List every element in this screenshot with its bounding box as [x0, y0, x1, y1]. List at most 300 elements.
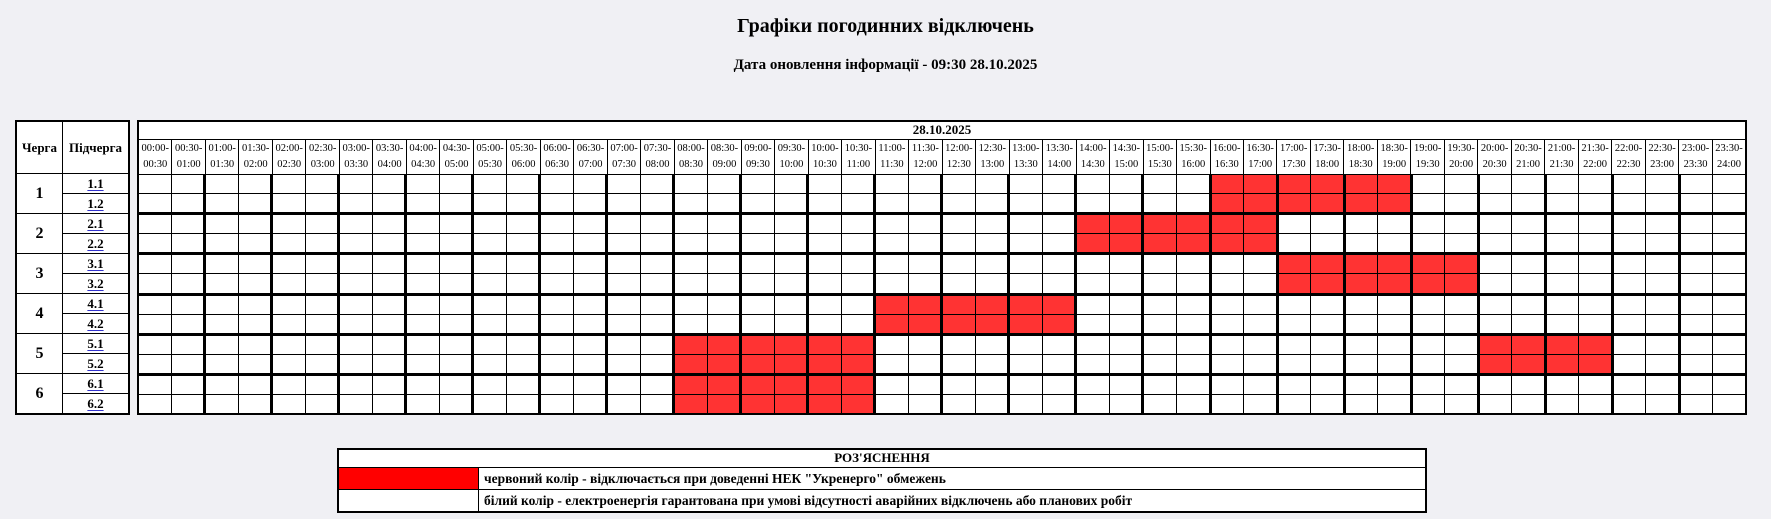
- outage-cell: [742, 355, 775, 373]
- schedule-cell: [775, 255, 810, 273]
- schedule-cell: [1043, 194, 1078, 212]
- schedule-cell: [440, 336, 475, 354]
- outage-cell: [1311, 274, 1346, 292]
- time-slot-header: 20:30- 21:00: [1512, 140, 1545, 174]
- schedule-cell: [1244, 376, 1279, 394]
- schedule-cell: [1010, 255, 1043, 273]
- outage-cell: [1077, 215, 1110, 233]
- outage-cell: [775, 376, 810, 394]
- schedule-cell: [1445, 376, 1480, 394]
- schedule-cell: [1547, 234, 1580, 252]
- schedule-cell: [407, 194, 440, 212]
- outage-cell: [708, 355, 743, 373]
- outage-cell: [842, 395, 877, 413]
- queue-table: [15, 120, 130, 415]
- schedule-cell: [708, 194, 743, 212]
- time-slot-header: 01:00- 01:30: [206, 140, 239, 174]
- schedule-cell: [407, 255, 440, 273]
- schedule-cell: [842, 296, 877, 314]
- schedule-cell: [943, 234, 976, 252]
- schedule-cell: [708, 234, 743, 252]
- schedule-cell: [641, 315, 676, 333]
- schedule-cell: [239, 296, 274, 314]
- schedule-cell: [1512, 215, 1547, 233]
- schedule-cell: [273, 355, 306, 373]
- schedule-cell: [407, 296, 440, 314]
- schedule-cell: [1010, 376, 1043, 394]
- schedule-cell: [1010, 274, 1043, 292]
- outage-cell: [1378, 175, 1413, 193]
- queue-group: [17, 174, 128, 214]
- schedule-cell: [1144, 376, 1177, 394]
- outage-cell: [1311, 194, 1346, 212]
- schedule-cell: [306, 296, 341, 314]
- schedule-cell: [1646, 215, 1681, 233]
- schedule-cell: [742, 274, 775, 292]
- time-slot-header: 15:30- 16:00: [1177, 140, 1210, 174]
- schedule-row: [139, 296, 1745, 315]
- schedule-row: [139, 376, 1745, 395]
- schedule-cell: [206, 376, 239, 394]
- outage-cell: [1244, 215, 1279, 233]
- outage-cell: [1212, 215, 1245, 233]
- schedule-cell: [943, 255, 976, 273]
- schedule-cell: [1413, 395, 1446, 413]
- schedule-cell: [1512, 175, 1547, 193]
- schedule-cell: [976, 215, 1011, 233]
- outage-cell: [742, 336, 775, 354]
- schedule-cell: [206, 315, 239, 333]
- schedule-cell: [876, 215, 909, 233]
- schedule-cell: [206, 274, 239, 292]
- schedule-cell: [1010, 175, 1043, 193]
- schedule-cell: [1010, 336, 1043, 354]
- schedule-row: [139, 395, 1745, 413]
- schedule-cell: [541, 355, 574, 373]
- schedule-cell: [1413, 194, 1446, 212]
- schedule-cell: [943, 355, 976, 373]
- time-slot-header: 05:30- 06:00: [507, 140, 540, 174]
- schedule-cell: [1043, 355, 1078, 373]
- schedule-row: [139, 255, 1745, 274]
- time-slot-header: 01:30- 02:00: [239, 140, 272, 174]
- schedule-cell: [507, 274, 542, 292]
- subqueue-row: [63, 274, 128, 293]
- time-slot-header: 14:00- 14:30: [1077, 140, 1110, 174]
- time-slot-header: 09:30- 10:00: [775, 140, 808, 174]
- schedule-cell: [1614, 255, 1647, 273]
- schedule-cell: [1110, 175, 1145, 193]
- schedule-cell: [373, 175, 408, 193]
- legend-title: РОЗ'ЯСНЕННЯ: [339, 450, 1425, 468]
- outage-cell: [1144, 234, 1177, 252]
- schedule-cell: [1445, 336, 1480, 354]
- schedule-cell: [1212, 395, 1245, 413]
- schedule-group: [139, 255, 1745, 295]
- schedule-cell: [340, 175, 373, 193]
- schedule-cell: [1077, 296, 1110, 314]
- outage-cell: [1547, 355, 1580, 373]
- subqueue-link[interactable]: 1.1: [87, 175, 104, 191]
- schedule-cell: [1212, 315, 1245, 333]
- schedule-cell: [909, 194, 944, 212]
- schedule-cell: [1212, 336, 1245, 354]
- schedule-cell: [172, 355, 207, 373]
- subqueue-link[interactable]: 6.1: [87, 375, 104, 391]
- schedule-cell: [1244, 315, 1279, 333]
- time-slot-header: 21:30- 22:00: [1579, 140, 1612, 174]
- schedule-cell: [943, 336, 976, 354]
- schedule-cell: [608, 336, 641, 354]
- schedule-cell: [139, 376, 172, 394]
- subqueue-link[interactable]: 1.2: [87, 195, 104, 211]
- schedule-group: [139, 296, 1745, 336]
- schedule-group: [139, 336, 1745, 376]
- schedule-cell: [1043, 215, 1078, 233]
- schedule-cell: [1378, 355, 1413, 373]
- schedule-cell: [1177, 194, 1212, 212]
- schedule-cell: [206, 194, 239, 212]
- schedule-cell: [1110, 376, 1145, 394]
- schedule-cell: [574, 355, 609, 373]
- outage-cell: [1445, 274, 1480, 292]
- schedule-cell: [306, 175, 341, 193]
- outage-cell: [1346, 274, 1379, 292]
- time-slot-header: 19:00- 19:30: [1411, 140, 1444, 174]
- schedule-cell: [1010, 355, 1043, 373]
- schedule-cell: [943, 175, 976, 193]
- schedule-cell: [1547, 194, 1580, 212]
- queue-number: 6: [17, 374, 63, 413]
- outage-cell: [1311, 175, 1346, 193]
- schedule-cell: [340, 376, 373, 394]
- schedule-cell: [1413, 355, 1446, 373]
- schedule-cell: [139, 395, 172, 413]
- time-slot-header: 11:00- 11:30: [876, 140, 909, 174]
- schedule-cell: [708, 215, 743, 233]
- schedule-cell: [1110, 395, 1145, 413]
- schedule-cell: [206, 234, 239, 252]
- schedule-cell: [1445, 355, 1480, 373]
- schedule-cell: [809, 175, 842, 193]
- outage-cell: [876, 296, 909, 314]
- schedule-cell: [976, 355, 1011, 373]
- schedule-cell: [273, 376, 306, 394]
- schedule-cell: [976, 175, 1011, 193]
- schedule-cell: [641, 376, 676, 394]
- subqueue-row: [63, 374, 128, 394]
- subqueue-link[interactable]: 3.2: [87, 275, 104, 291]
- time-slot-header: 03:30- 04:00: [373, 140, 406, 174]
- schedule-cell: [909, 395, 944, 413]
- schedule-cell: [1077, 255, 1110, 273]
- schedule-cell: [1378, 315, 1413, 333]
- schedule-cell: [1512, 296, 1547, 314]
- schedule-cell: [206, 296, 239, 314]
- schedule-cell: [608, 274, 641, 292]
- outage-cell: [1212, 194, 1245, 212]
- schedule-cell: [1144, 315, 1177, 333]
- outage-cell: [1177, 215, 1212, 233]
- time-slot-header: 13:00- 13:30: [1010, 140, 1043, 174]
- schedule-cell: [976, 376, 1011, 394]
- schedule-cell: [1713, 296, 1745, 314]
- time-slot-header: 07:30- 08:00: [641, 140, 674, 174]
- subqueue-link[interactable]: 3.1: [87, 255, 104, 271]
- schedule-cell: [1346, 296, 1379, 314]
- schedule-cell: [1646, 336, 1681, 354]
- schedule-cell: [842, 315, 877, 333]
- schedule-cell: [373, 274, 408, 292]
- schedule-cell: [909, 336, 944, 354]
- subqueue-link[interactable]: 4.2: [87, 315, 104, 331]
- outage-cell: [809, 336, 842, 354]
- schedule-cell: [1144, 355, 1177, 373]
- schedule-cell: [206, 395, 239, 413]
- outage-cell: [1346, 255, 1379, 273]
- schedule-cell: [574, 296, 609, 314]
- outage-cell: [675, 376, 708, 394]
- schedule-cell: [1346, 355, 1379, 373]
- legend: [337, 448, 1427, 513]
- schedule-cell: [1144, 296, 1177, 314]
- schedule-cell: [1077, 376, 1110, 394]
- schedule-cell: [407, 274, 440, 292]
- schedule-group: [139, 175, 1745, 215]
- schedule-cell: [1681, 175, 1714, 193]
- schedule-cell: [306, 234, 341, 252]
- schedule-cell: [1244, 274, 1279, 292]
- schedule-cell: [976, 194, 1011, 212]
- time-slot-header: 05:00- 05:30: [474, 140, 507, 174]
- schedule-cell: [608, 296, 641, 314]
- schedule-cell: [1579, 395, 1614, 413]
- schedule-cell: [608, 215, 641, 233]
- schedule-cell: [407, 336, 440, 354]
- schedule-cell: [876, 234, 909, 252]
- schedule-cell: [1077, 336, 1110, 354]
- subqueue-row: [63, 254, 128, 274]
- schedule-cell: [1579, 376, 1614, 394]
- schedule-cell: [1579, 255, 1614, 273]
- schedule-cell: [373, 315, 408, 333]
- schedule-cell: [1646, 315, 1681, 333]
- outage-cell: [1445, 255, 1480, 273]
- schedule-cell: [239, 234, 274, 252]
- schedule-cell: [440, 376, 475, 394]
- schedule-cell: [742, 175, 775, 193]
- schedule-cell: [608, 255, 641, 273]
- schedule-cell: [1713, 194, 1745, 212]
- schedule-cell: [1512, 376, 1547, 394]
- outage-cell: [1077, 234, 1110, 252]
- schedule-cell: [1681, 234, 1714, 252]
- schedule-cell: [139, 296, 172, 314]
- subqueue-link[interactable]: 2.2: [87, 235, 104, 251]
- schedule-cell: [641, 215, 676, 233]
- schedule-cell: [775, 175, 810, 193]
- schedule-cell: [440, 175, 475, 193]
- schedule-cell: [574, 215, 609, 233]
- schedule-cell: [1547, 215, 1580, 233]
- schedule-cell: [1579, 296, 1614, 314]
- schedule-cell: [407, 355, 440, 373]
- legend-row: [339, 468, 1425, 490]
- schedule-cell: [1579, 175, 1614, 193]
- schedule-cell: [1212, 355, 1245, 373]
- schedule-cell: [172, 336, 207, 354]
- schedule-cell: [541, 296, 574, 314]
- schedule-cell: [1547, 274, 1580, 292]
- time-slot-header: 19:30- 20:00: [1445, 140, 1478, 174]
- schedule-cell: [1547, 315, 1580, 333]
- outage-cell: [842, 355, 877, 373]
- schedule-cell: [742, 296, 775, 314]
- queue-column-header: Черга: [17, 122, 63, 173]
- schedule-cell: [139, 355, 172, 373]
- schedule-cell: [1713, 255, 1745, 273]
- schedule-cell: [1614, 194, 1647, 212]
- schedule-cell: [675, 315, 708, 333]
- schedule-cell: [1279, 376, 1312, 394]
- outage-cell: [1413, 274, 1446, 292]
- schedule-cell: [1378, 395, 1413, 413]
- schedule-cell: [172, 234, 207, 252]
- subqueue-link[interactable]: 6.2: [87, 395, 104, 411]
- outage-cell: [1579, 336, 1614, 354]
- schedule-cell: [474, 194, 507, 212]
- schedule-cell: [1512, 255, 1547, 273]
- outage-cell: [809, 395, 842, 413]
- schedule-cell: [440, 315, 475, 333]
- schedule-cell: [1512, 315, 1547, 333]
- schedule-cell: [373, 215, 408, 233]
- schedule-cell: [1445, 194, 1480, 212]
- schedule-cell: [541, 395, 574, 413]
- schedule-cell: [943, 395, 976, 413]
- schedule-cell: [507, 336, 542, 354]
- outage-cell: [1346, 194, 1379, 212]
- schedule-cell: [1445, 395, 1480, 413]
- schedule-cell: [1614, 376, 1647, 394]
- schedule-cell: [842, 175, 877, 193]
- schedule-cell: [541, 376, 574, 394]
- schedule-row: [139, 194, 1745, 212]
- schedule-cell: [507, 215, 542, 233]
- schedule-cell: [1646, 175, 1681, 193]
- schedule-cell: [1681, 255, 1714, 273]
- schedule-cell: [139, 255, 172, 273]
- schedule-cell: [1646, 296, 1681, 314]
- schedule-cell: [876, 255, 909, 273]
- schedule-cell: [1480, 255, 1513, 273]
- schedule-cell: [172, 194, 207, 212]
- schedule-cell: [876, 355, 909, 373]
- schedule-cell: [440, 255, 475, 273]
- schedule-cell: [1212, 255, 1245, 273]
- schedule-cell: [340, 215, 373, 233]
- schedule-cell: [1713, 315, 1745, 333]
- schedule-cell: [574, 234, 609, 252]
- schedule-cell: [340, 274, 373, 292]
- schedule-cell: [1244, 336, 1279, 354]
- schedule-cell: [541, 336, 574, 354]
- schedule-cell: [641, 296, 676, 314]
- subqueue-link[interactable]: 5.1: [87, 335, 104, 351]
- schedule-cell: [1614, 234, 1647, 252]
- schedule-cell: [206, 175, 239, 193]
- schedule-cell: [407, 315, 440, 333]
- schedule-cell: [1212, 274, 1245, 292]
- legend-text: білий колір - електроенергія гарантована при умові відсутності аварійних відключень або планових робіт: [484, 493, 1133, 508]
- schedule-cell: [1177, 376, 1212, 394]
- outage-cell: [909, 315, 944, 333]
- schedule-cell: [1077, 175, 1110, 193]
- schedule-cell: [1110, 336, 1145, 354]
- schedule-cell: [440, 234, 475, 252]
- schedule-cell: [574, 274, 609, 292]
- schedule-cell: [675, 215, 708, 233]
- schedule-cell: [1614, 315, 1647, 333]
- schedule-cell: [1646, 355, 1681, 373]
- schedule-cell: [407, 234, 440, 252]
- schedule-cell: [976, 274, 1011, 292]
- schedule-cell: [1177, 296, 1212, 314]
- schedule-cell: [574, 376, 609, 394]
- outage-cell: [1547, 336, 1580, 354]
- schedule-cell: [1445, 296, 1480, 314]
- outage-cell: [809, 376, 842, 394]
- outage-cell: [1244, 234, 1279, 252]
- subqueue-link[interactable]: 5.2: [87, 355, 104, 371]
- time-slot-header: 16:00- 16:30: [1211, 140, 1244, 174]
- schedule-cell: [474, 376, 507, 394]
- outage-cell: [742, 376, 775, 394]
- subqueue-link[interactable]: 2.1: [87, 215, 104, 231]
- schedule-cell: [675, 296, 708, 314]
- page-title: Графіки погодинних відключень: [737, 15, 1034, 37]
- date-header: 28.10.2025: [139, 122, 1745, 140]
- time-slot-header: 02:30- 03:00: [306, 140, 339, 174]
- schedule-cell: [742, 194, 775, 212]
- schedule-cell: [172, 315, 207, 333]
- schedule-cell: [809, 255, 842, 273]
- schedule-cell: [775, 215, 810, 233]
- subqueue-column-header: Підчерга: [68, 139, 123, 155]
- schedule-cell: [1077, 274, 1110, 292]
- schedule-cell: [440, 355, 475, 373]
- schedule-cell: [1713, 234, 1745, 252]
- schedule-cell: [1579, 315, 1614, 333]
- schedule-cell: [1614, 215, 1647, 233]
- schedule-cell: [708, 315, 743, 333]
- schedule-cell: [1480, 175, 1513, 193]
- schedule-cell: [407, 215, 440, 233]
- schedule-cell: [1144, 274, 1177, 292]
- schedule-cell: [876, 395, 909, 413]
- queue-table-body: [17, 174, 128, 413]
- schedule-cell: [1713, 355, 1745, 373]
- schedule-cell: [239, 355, 274, 373]
- schedule-cell: [139, 234, 172, 252]
- schedule-cell: [306, 194, 341, 212]
- schedule-cell: [273, 315, 306, 333]
- schedule-cell: [1346, 336, 1379, 354]
- schedule-cell: [373, 234, 408, 252]
- schedule-cell: [1077, 355, 1110, 373]
- schedule-cell: [1043, 376, 1078, 394]
- subqueue-link[interactable]: 4.1: [87, 295, 104, 311]
